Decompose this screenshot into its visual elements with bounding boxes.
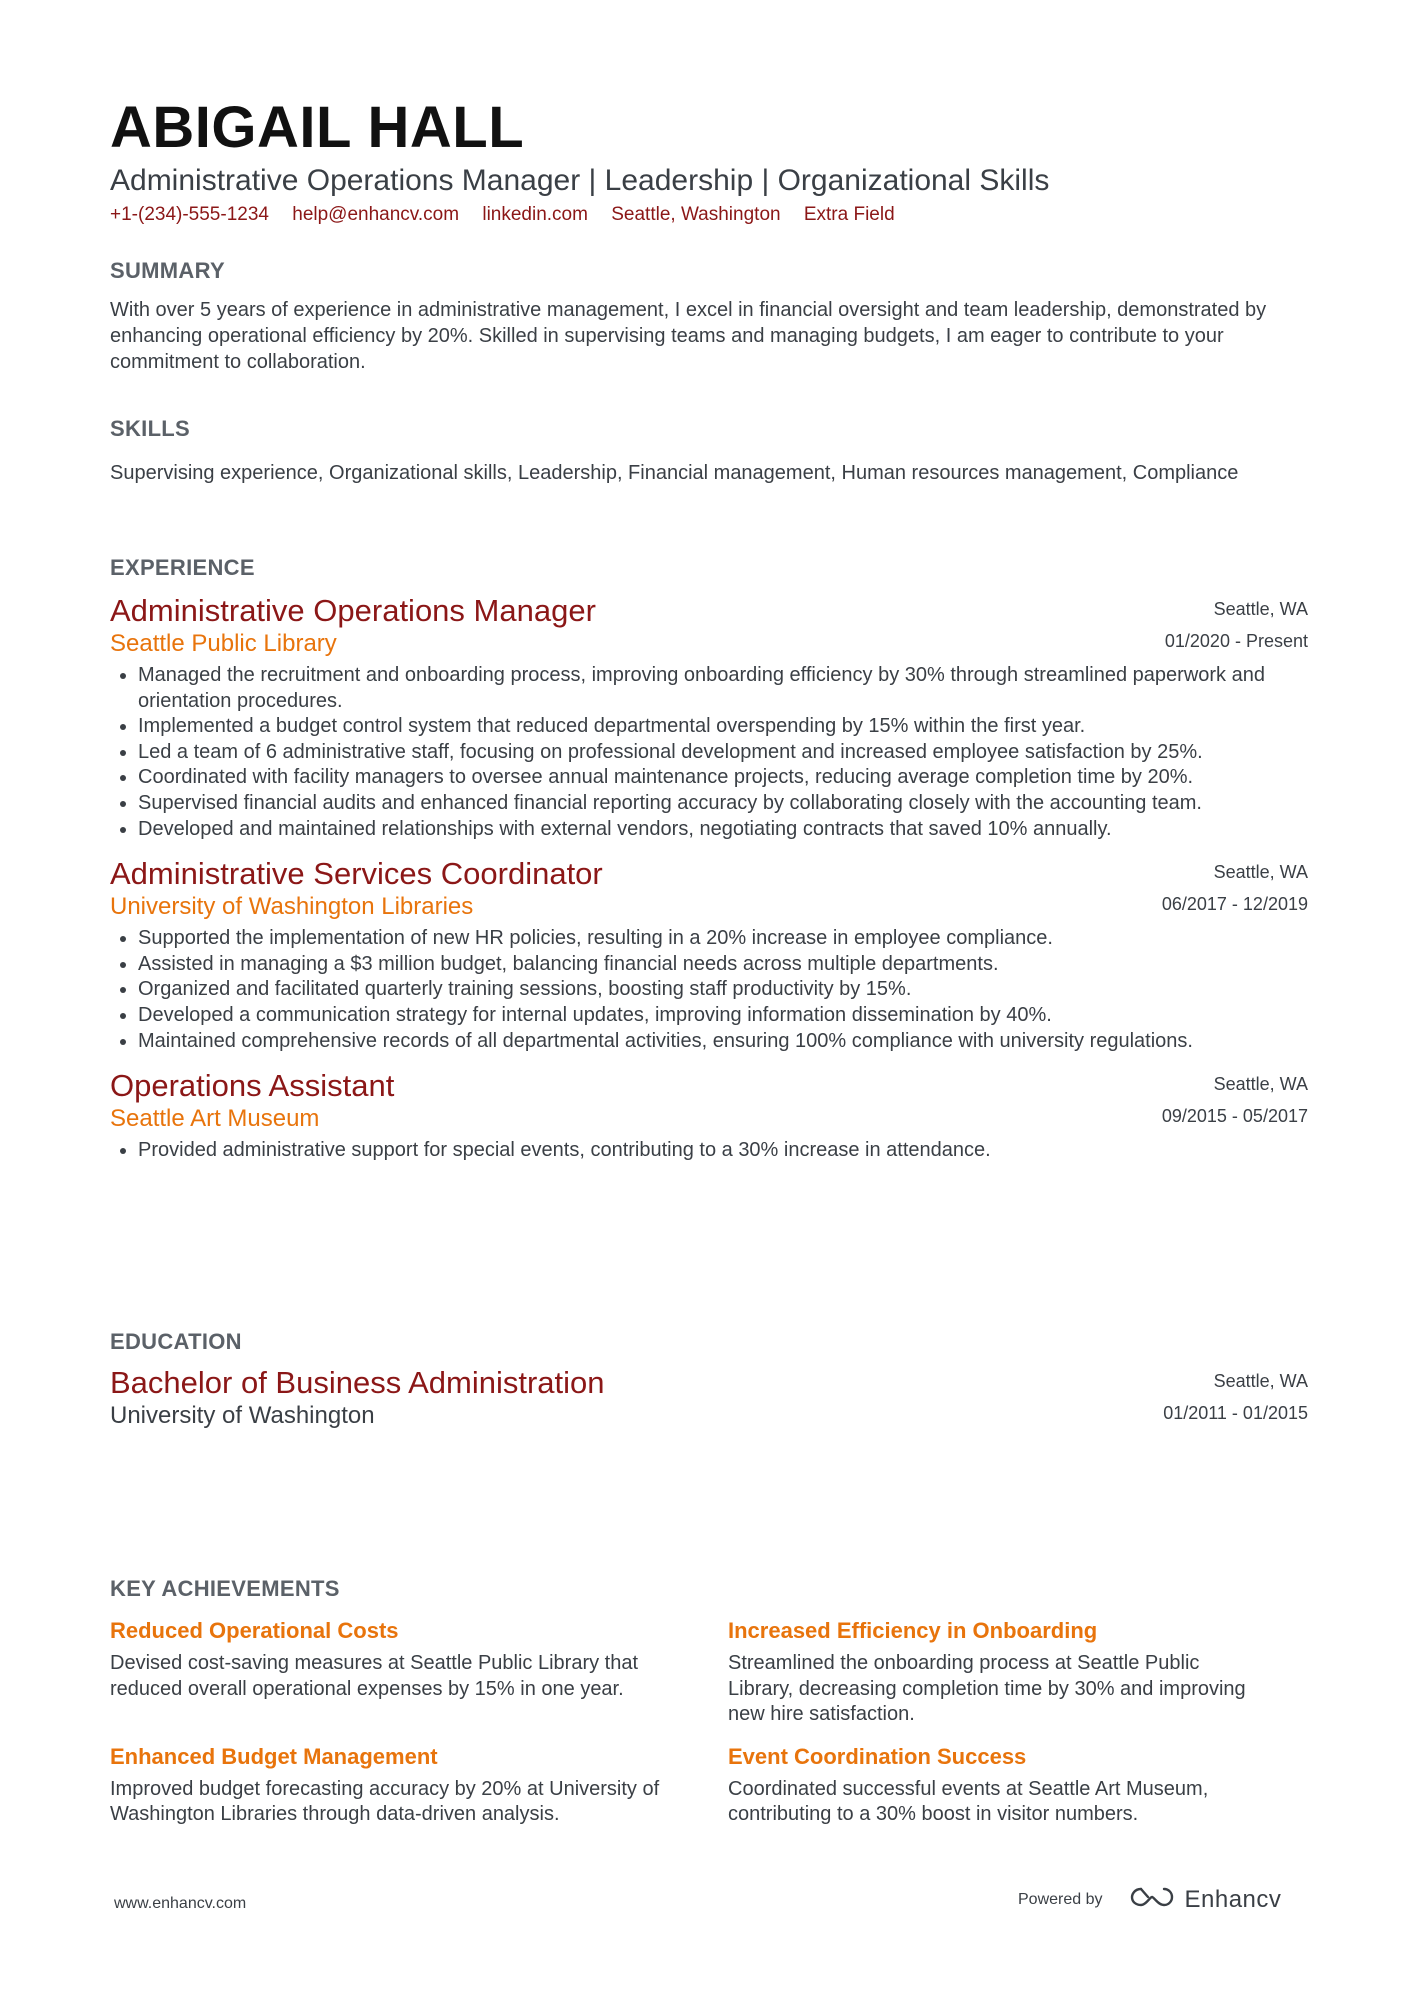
job-dates: 01/2020 - Present xyxy=(1164,631,1308,651)
section-title-skills: SKILLS xyxy=(110,416,191,441)
achievement-desc: Devised cost-saving measures at Seattle Public Library that reduced overall operational expenses by 15% in one year. xyxy=(110,1652,639,1700)
job-bullets xyxy=(110,663,1308,842)
section-title-education: EDUCATION xyxy=(110,1329,242,1354)
list-item: • Led a team of 6 administrative staff, focusing on professional development and increased employee satisfaction by 25%. xyxy=(138,740,1308,766)
extra-field: Extra Field xyxy=(803,204,895,225)
location-text: Seattle, Washington xyxy=(611,204,781,225)
job-bullets xyxy=(110,926,1308,1054)
achievement-desc: Coordinated successful events at Seattle Art Museum, contributing to a 30% boost in visitor numbers. xyxy=(728,1777,1209,1826)
achievements-grid xyxy=(110,1616,1308,1828)
company-name: Seattle Art Museum xyxy=(110,1105,320,1133)
summary-section xyxy=(110,258,1308,375)
experience-section xyxy=(110,555,1308,1164)
powered-by-text: Powered by xyxy=(1018,1890,1103,1908)
email-link[interactable]: help@enhancv.com xyxy=(292,204,460,225)
section-title-experience: EXPERIENCE xyxy=(110,555,255,580)
achievement-title: Reduced Operational Costs xyxy=(110,1618,399,1643)
school-name: University of Washington xyxy=(110,1402,375,1429)
list-item: • Coordinated with facility managers to oversee annual maintenance projects, reducing average completion time by 20%. xyxy=(138,765,1308,791)
skills-section xyxy=(110,416,1308,486)
job-dates: 06/2017 - 12/2019 xyxy=(1161,894,1308,915)
job-title: Operations Assistant xyxy=(110,1068,395,1104)
job-title: Administrative Operations Manager xyxy=(110,593,596,628)
list-item: • Provided administrative support for special events, contributing to a 30% increase in attendance. xyxy=(138,1138,1308,1164)
job-location: Seattle, WA xyxy=(1213,862,1308,883)
list-item: • Maintained comprehensive records of all departmental activities, ensuring 100% compliance with university regulations. xyxy=(138,1029,1308,1055)
achievement-item xyxy=(728,1616,1308,1728)
achievement-title: Increased Efficiency in Onboarding xyxy=(728,1618,1098,1643)
list-item: • Supported the implementation of new HR policies, resulting in a 20% increase in employee compliance. xyxy=(138,926,1308,952)
enhancv-logo-icon xyxy=(1129,1885,1175,1914)
company-name: University of Washington Libraries xyxy=(110,893,474,921)
phone-link[interactable]: +1-(234)-555-1234 xyxy=(110,204,269,225)
brand-name[interactable]: Enhancv xyxy=(1184,1885,1282,1913)
footer-branding xyxy=(1018,1885,1281,1914)
education-section xyxy=(110,1329,1308,1431)
job-dates: 09/2015 - 05/2017 xyxy=(1161,1106,1308,1127)
resume-page xyxy=(110,95,1308,1826)
achievement-item xyxy=(728,1742,1308,1828)
company-name: Seattle Public Library xyxy=(110,630,337,657)
achievement-title: Enhanced Budget Management xyxy=(110,1743,438,1769)
job-bullets xyxy=(110,1138,1308,1164)
job-location: Seattle, WA xyxy=(1213,1074,1308,1095)
achievement-title: Event Coordination Success xyxy=(728,1743,1027,1769)
contact-info xyxy=(110,202,1308,228)
job-location: Seattle, WA xyxy=(1213,599,1308,619)
education-entry xyxy=(110,1365,1308,1431)
list-item: • Developed a communication strategy for internal updates, improving information dissemination by 40%. xyxy=(138,1003,1308,1029)
linkedin-link[interactable]: linkedin.com xyxy=(482,204,588,225)
footer-website-link[interactable]: www.enhancv.com xyxy=(114,1895,247,1912)
achievement-desc: Improved budget forecasting accuracy by 20% at University of Washington Libraries through data-driven analysis. xyxy=(110,1777,660,1826)
experience-entry xyxy=(110,856,1308,1054)
achievement-item xyxy=(110,1742,728,1828)
list-item: • Implemented a budget control system that reduced departmental overspending by 15% within the first year. xyxy=(138,714,1308,740)
experience-entry xyxy=(110,593,1308,842)
achievement-desc: Streamlined the onboarding process at Seattle Public Library, decreasing completion time by 30% and improving new hire satisfaction. xyxy=(728,1652,1246,1726)
experience-entry xyxy=(110,1068,1308,1164)
job-title: Administrative Services Coordinator xyxy=(110,856,603,892)
achievements-section xyxy=(110,1576,1308,1828)
education-location: Seattle, WA xyxy=(1213,1371,1308,1391)
achievement-item xyxy=(110,1616,728,1728)
list-item: • Supervised financial audits and enhanced financial reporting accuracy by collaborating closely with the accounting team. xyxy=(138,791,1308,817)
list-item: • Assisted in managing a $3 million budget, balancing financial needs across multiple departments. xyxy=(138,952,1308,978)
candidate-name: ABIGAIL HALL xyxy=(110,95,525,160)
section-title-summary: SUMMARY xyxy=(110,258,225,283)
list-item: • Organized and facilitated quarterly training sessions, boosting staff productivity by 15%. xyxy=(138,977,1308,1003)
skills-text: Supervising experience, Organizational skills, Leadership, Financial management, Human resources management, Compliance xyxy=(110,462,1239,484)
summary-text: With over 5 years of experience in administrative management, I excel in financial oversight and team leadership, demonstrated by enhancing operational efficiency by 20%. Skilled in supervising teams and managing budgets, I am eager to contribute to your commitment to collaboration. xyxy=(110,299,1267,373)
headline: Administrative Operations Manager | Leadership | Organizational Skills xyxy=(110,164,1050,197)
list-item: • Managed the recruitment and onboarding process, improving onboarding efficiency by 30% through streamlined paperwork and orientation procedures. xyxy=(138,663,1308,714)
degree-title: Bachelor of Business Administration xyxy=(110,1365,605,1400)
education-dates: 01/2011 - 01/2015 xyxy=(1163,1403,1308,1423)
section-title-achievements: KEY ACHIEVEMENTS xyxy=(110,1576,340,1601)
list-item: • Developed and maintained relationships with external vendors, negotiating contracts that saved 10% annually. xyxy=(138,817,1308,843)
